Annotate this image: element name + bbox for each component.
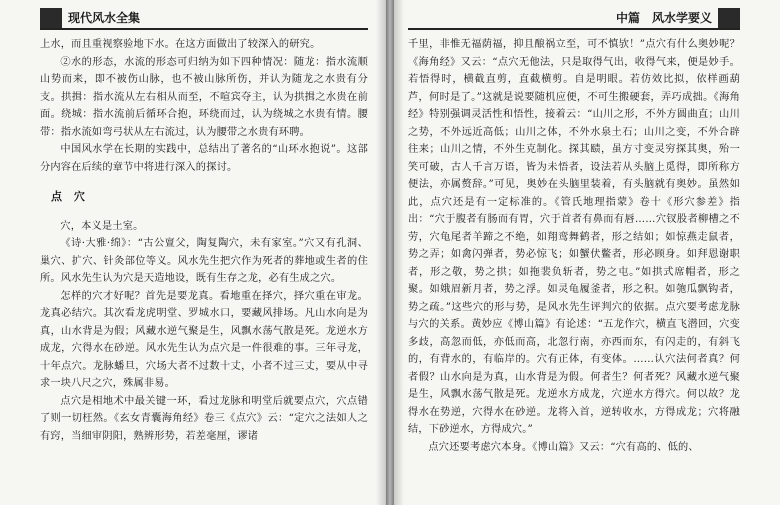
page-edge-shadow bbox=[394, 0, 404, 505]
right-page-body bbox=[408, 36, 740, 501]
section-heading: 点 穴 bbox=[51, 190, 89, 203]
paragraph: 《诗·大雅·绵》：“古公亶父，陶复陶穴，未有家室。”穴又有孔洞、巢穴、扩穴、针灸部位等义。风水先生把穴作为死者的葬地或生者的住所。风水先生认为穴是天造地设，既有生存之龙，必有生成之穴。 bbox=[40, 238, 368, 284]
paragraph: 中国风水学在长期的实践中，总结出了著名的“山环水抱说”。这部分内容在后续的章节中将进行深入的探讨。 bbox=[40, 144, 368, 173]
book-gutter bbox=[386, 0, 394, 505]
paragraph: 上水，而且重视察验地下水。在这方面做出了较深入的研究。 bbox=[40, 39, 321, 50]
paragraph: 怎样的穴才好呢？首先是要龙真。看地重在择穴，择穴重在审龙。龙真必结穴。其次看龙虎明堂、罗城水口，要藏风排场。凡山水向是为真，山水背是为假；风藏水逆气聚是生，风飘水荡气散是死。龙逆水方成龙，穴得水在砂逆。风水先生认为点穴是一件很难的事。三年寻龙，十年点穴。龙脉蟠旦，穴场大者不过数十丈，小者不过三丈，要从中寻求一块八尺之穴，殊属非易。 bbox=[40, 290, 368, 389]
header-block-mark bbox=[718, 8, 740, 28]
book-title: 现代风水全集 bbox=[68, 11, 141, 25]
paragraph: 穴，本义是土室。 bbox=[60, 220, 144, 232]
paragraph: ②水的形态，水流的形态可归纳为如下四种情况：随龙：指水流顺山势而来，即不被伤山脉，也不被山脉所伤，并认为随龙之水贵有分支。拱揖：指水流从左右相从而至，不喧宾夺主，认为拱揖之水贵在前面。绕城：指水流前后循环合抱，环绕而过，认为绕城之水贵有情。腰带：指水流如弯弓状从左右流过，认为腰带之水贵有环聘。 bbox=[40, 56, 368, 138]
left-page bbox=[0, 0, 386, 505]
chapter-title: 中篇 风水学要义 bbox=[615, 11, 712, 25]
right-page-header bbox=[408, 8, 740, 30]
page-edge-shadow bbox=[376, 0, 386, 505]
paragraph: 点穴还要考虑穴本身。《博山篇》又云：“穴有高的、低的、 bbox=[428, 441, 699, 453]
right-page bbox=[394, 0, 780, 505]
left-page-body bbox=[40, 36, 368, 501]
header-block-mark bbox=[40, 8, 62, 28]
paragraph: 点穴是相地术中最关键一环，看过龙脉和明堂后就要点穴，穴点错了则一切枉然。《玄女青囊海角经》卷三《点穴》云：“定穴之法如人之有窍，当细审阴阳，熟辨形势，若差毫厘，谬诸 bbox=[40, 395, 368, 442]
left-page-header bbox=[40, 8, 368, 30]
paragraph: 千里，非惟无福荫福，抑且酿祸立至，可不慎欤！”点穴有什么奥妙呢？《海角经》又云：“点穴无他法，只是取得气出，收得气来，便是妙手。若悟得时，横截直剪，直截横剪。自是明眼。若仿效比拟，依样画葫芦，何时是了。”这就是说要随机应便，不可生搬硬套，弄巧成拙。《海角经》特别强调灵活性和悟性，接着云：“山川之形，不外方圆曲直；山川之势，不外远近高低；山川之体，不外水泉土石；山川之变，不外合辟往来；山川之情，不外生克制化。探其赜，虽方寸变灵穷探其奥，殆一笑可破，古人千言万语，皆为未悟者，设法若从头脑上觅得，即所称方便法，亦属赘辞。”可见，奥妙在头脑里装着，有头脑就有奥妙。虽然如此，点穴还是有一定标准的。《管氏地理指蒙》卷十《形穴参差》指出：“穴于腹者有肠而有胃，穴于首者有鼻而有唇……穴钗股者柳槽之不劳，穴龟尾者羊蹄之不绝，如翔鸾舞鹤者，形之结如；如惊燕走鼠者，势之弄；如禽闪弹者，势必惊飞；如蟹伏鳖者，形必顾身。如拜恩谢职者，形之敬，势之拱；如拖裴负斩者，势之屯。”如拱式席帽者，形之聚。如娥眉新月者，势之浮。如灵龟履釜者，形之积。如匏瓜飘钩者，势之疏。”这些穴的形与势，是风水先生评判穴的依据。点穴要考虑龙脉与穴的关系。黄妙应《博山篇》有论述：“五龙作穴，横直飞潜回，穴变多歧，高忽而低，亦低而高，北忽行南，亦西而东，有闪走的，有斜飞的，有背水的，有临岸的。穴有正体，有变体。……认穴法何者真？何者假？山水向是为真，山水背是为假。何者生？何者死？风藏水逆气聚是生，风飘水荡气散是死。龙逆水方成龙，穴逆水方得穴。何以故？龙得水在势逆，穴得水在砂逆。龙将入首，逆转收水，方得成龙；穴将融结，下砂逆水，方得成穴。” bbox=[408, 39, 740, 435]
